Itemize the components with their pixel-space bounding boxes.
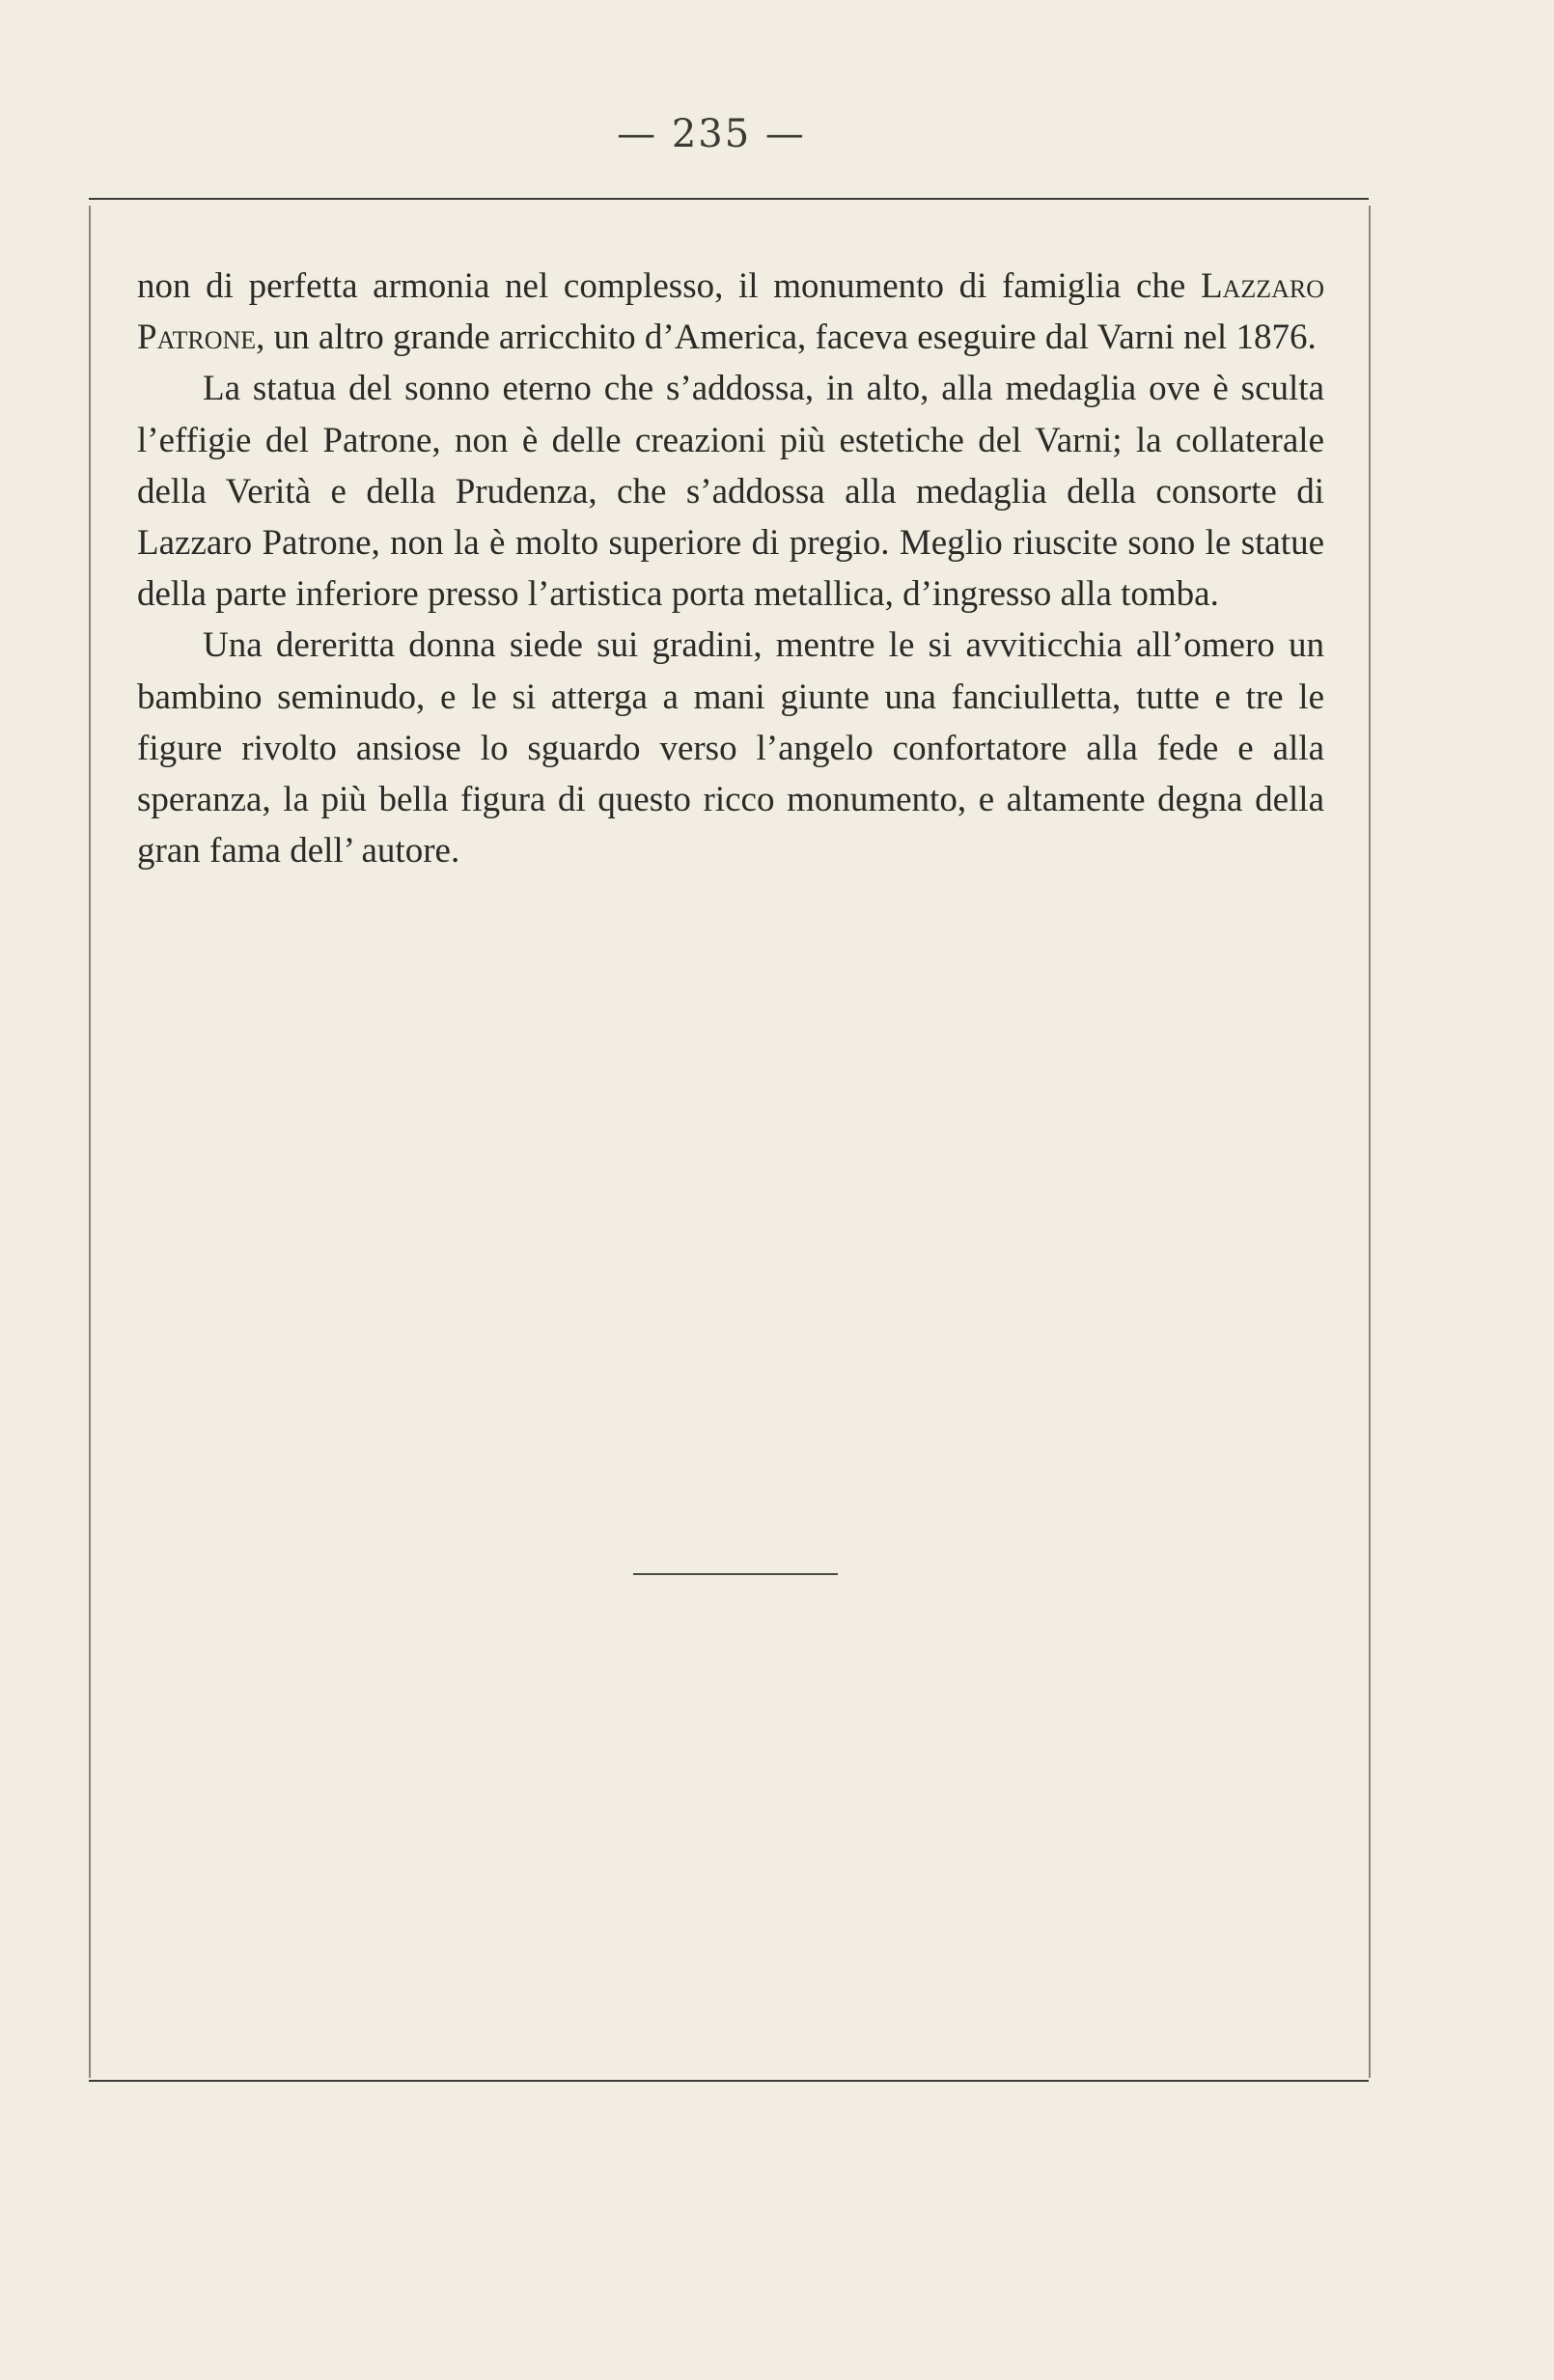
section-end-rule: [633, 1573, 838, 1575]
paragraph-2: La statua del sonno eterno che s’addossa, in alto, alla medaglia ove è sculta l’effigie del Patrone, non è delle creazioni più estetiche del Varni; la collaterale della Verità e della Prudenza, che s’addossa alla medaglia della consorte di Lazzaro Patrone, non la è molto superiore di pregio. Meglio riuscite sono le statue della parte inferiore presso l’artistica porta metallica, d’ingresso alla tomba.: [137, 369, 1324, 615]
paragraph-1-text-before: non di perfetta armonia nel complesso, il monumento di famiglia che: [137, 266, 1201, 306]
right-border: [1369, 206, 1371, 2078]
left-border: [89, 206, 91, 2078]
bottom-rule: [89, 2080, 1369, 2082]
body-text: [137, 261, 1324, 876]
top-rule: [89, 198, 1369, 200]
paragraph-1-text-after: , un altro grande arricchito d’America, faceva eseguire dal Varni nel 1876.: [256, 318, 1317, 358]
paragraph-3: Una dereritta donna siede sui gradini, mentre le si avviticchia all’omero un bambino seminudo, e le si atterga a mani giunte una fanciulletta, tutte e tre le figure rivolto ansiose lo sguardo verso l’angelo confortatore alla fede e alla speranza, la più bella figura di questo ricco monumento, e altamente degna della gran fama dell’ autore.: [137, 625, 1324, 872]
paragraph-1: [137, 261, 1324, 363]
page-number-header: — 235 —: [617, 112, 806, 156]
person-name-lazzaro-patrone: Lazzaro Patrone: [137, 266, 1324, 358]
